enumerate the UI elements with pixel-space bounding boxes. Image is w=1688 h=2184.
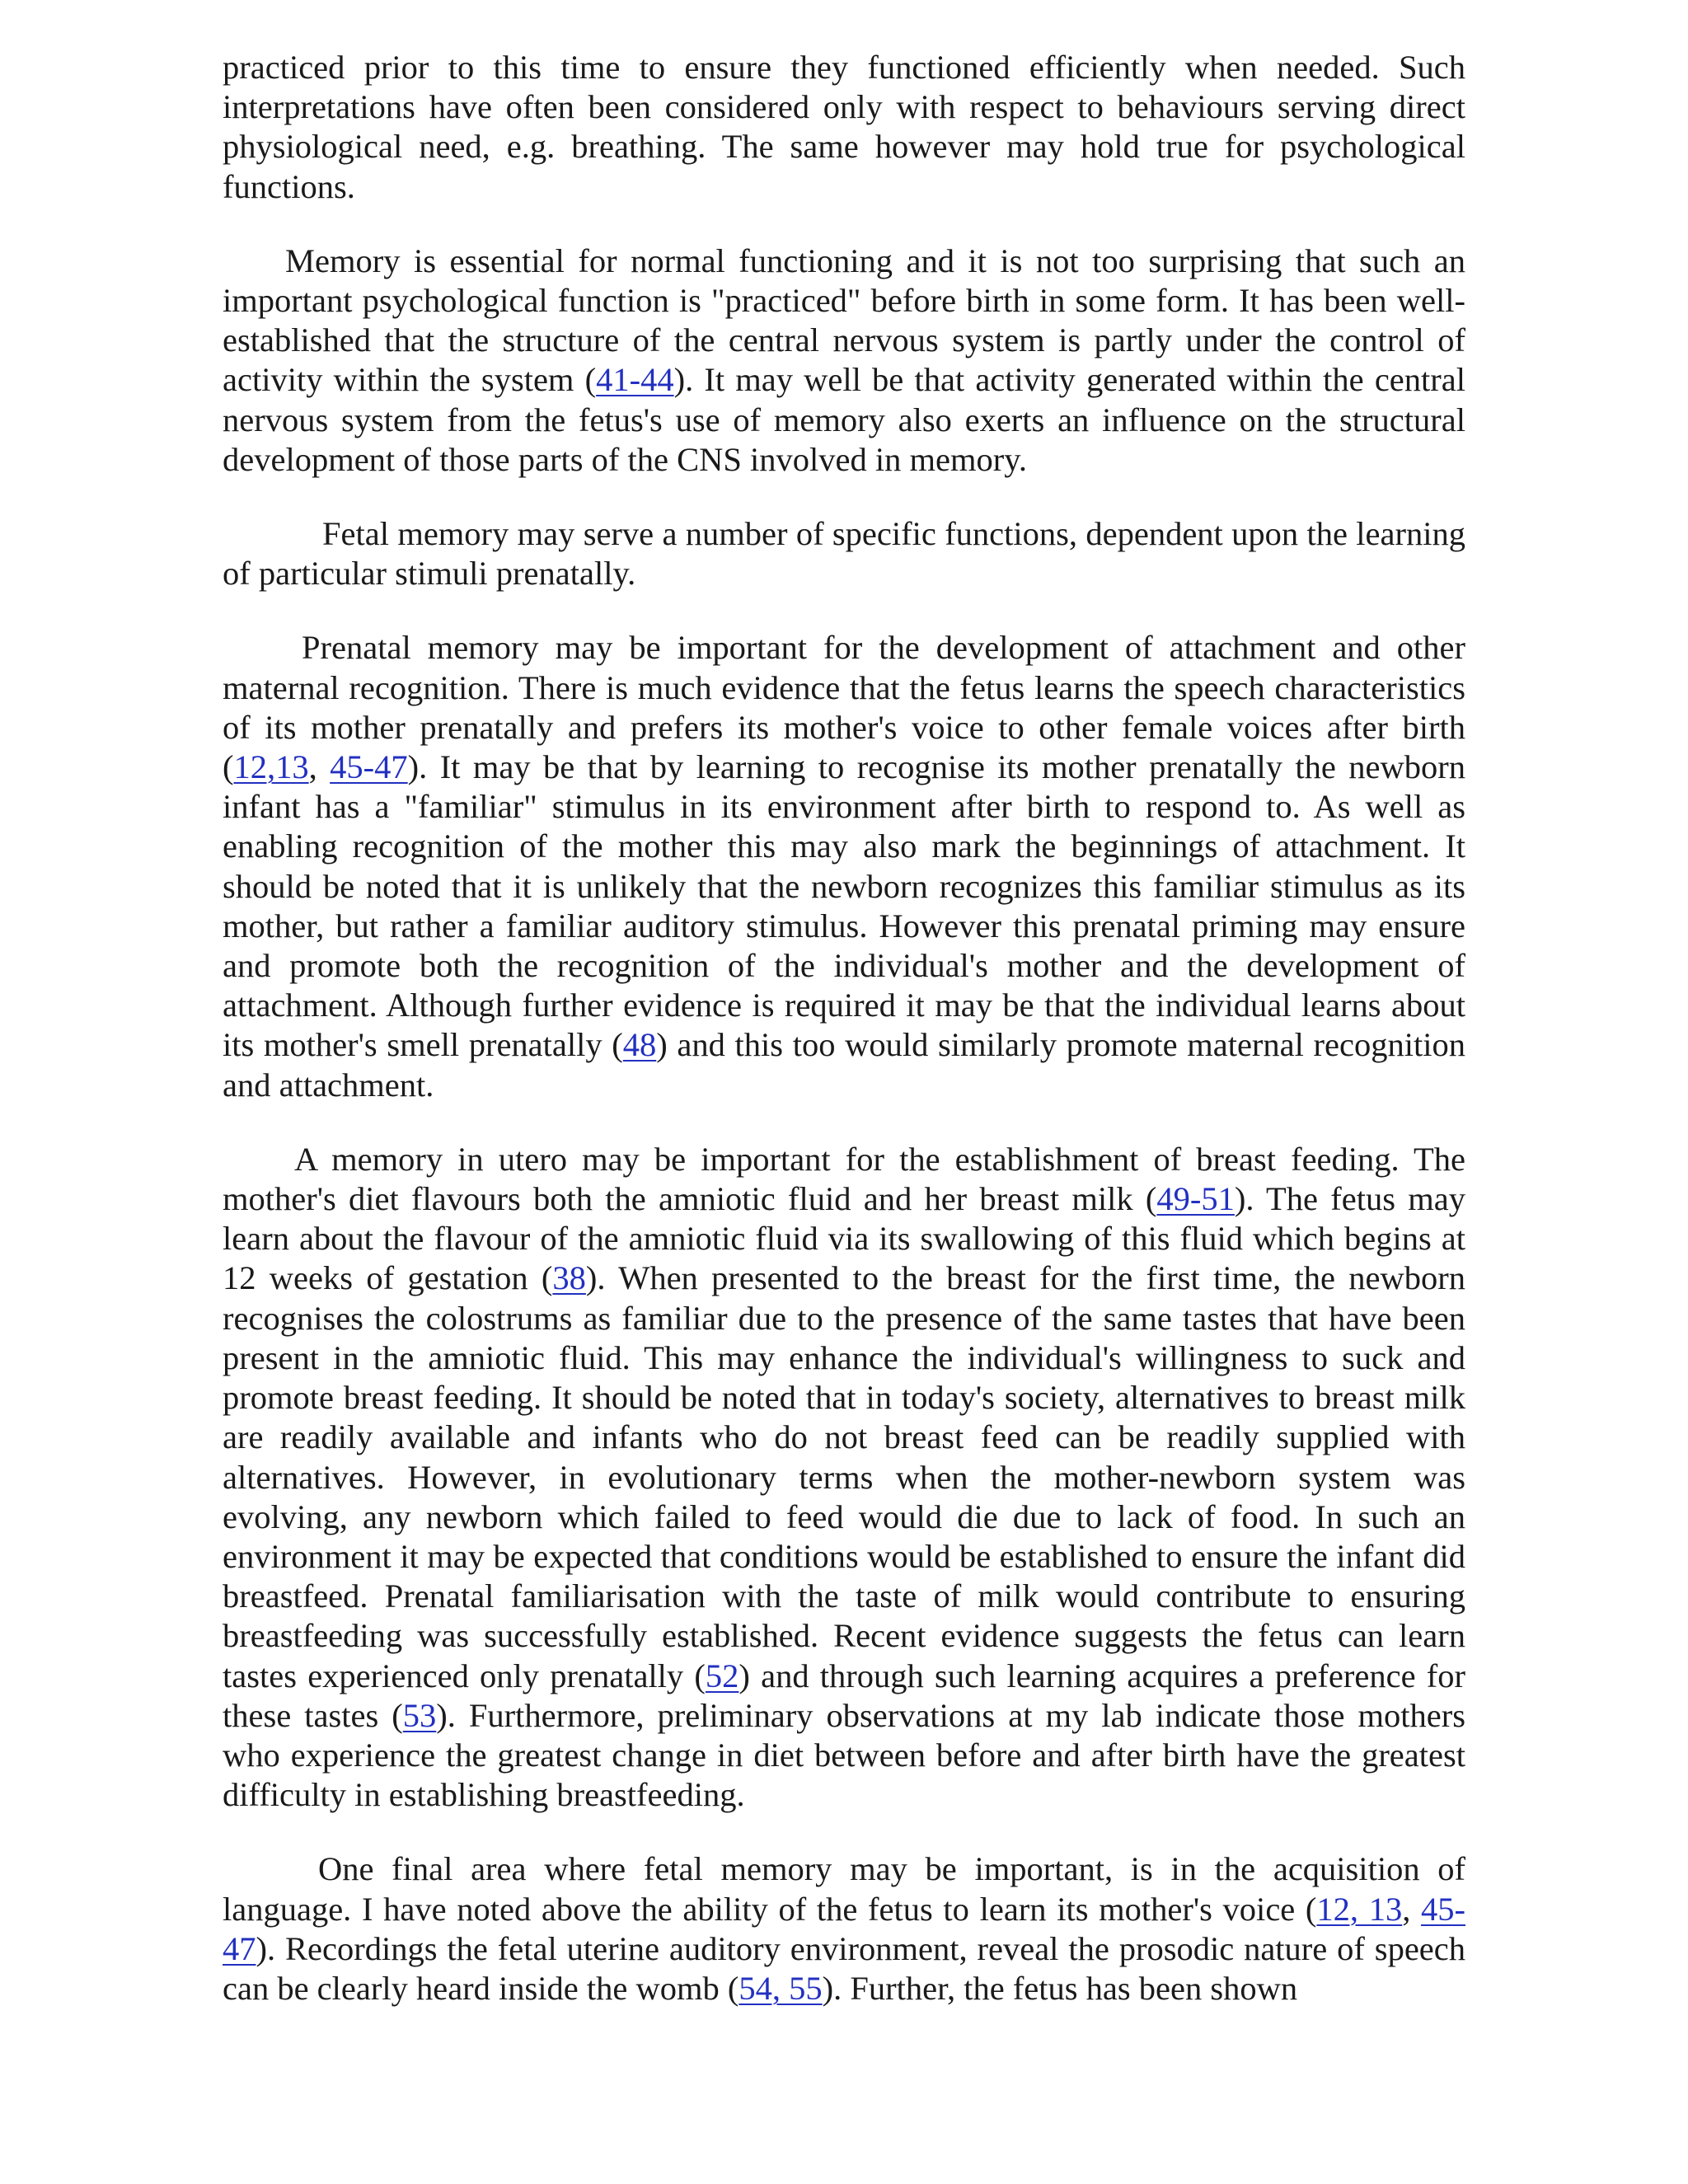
paragraph-text: ) and through such learning acquires a preference for these tastes (	[223, 1657, 1465, 1734]
paragraph-1	[223, 48, 1465, 207]
citation-link-53[interactable]: 53	[402, 1696, 437, 1734]
citation-link-45-47[interactable]: 45-47	[223, 1890, 1466, 1967]
paragraph-text: ,	[308, 748, 331, 786]
citation-link-49-51[interactable]: 49-51	[1156, 1180, 1235, 1218]
paragraph-text: Memory is essential for normal functioning and it is not too surprising that such an important psychological function is "practiced" before birth in some form. It has been well-established that the structure of the central nervous system is partly under the control of activity within the system (	[223, 241, 1465, 399]
citation-link-41-44[interactable]: 41-44	[596, 361, 674, 399]
document-page	[223, 48, 1465, 2043]
citation-link-54-55[interactable]: 54, 55	[738, 1969, 823, 2007]
paragraph-text: ) and this too would similarly promote maternal recognition and attachment.	[223, 1026, 1465, 1104]
paragraph-text: ). The fetus may learn about the flavour of the amniotic fluid via its swallowing of this fluid which begins at 12 weeks of gestation (	[223, 1180, 1465, 1297]
paragraph-text: ). Recordings the fetal uterine auditory environment, reveal the prosodic nature of speech can be clearly heard inside the womb (	[223, 1929, 1465, 2007]
citation-link-12-13[interactable]: 12,13	[233, 748, 309, 786]
paragraph-4	[223, 628, 1465, 1104]
paragraph-text: ). Furthermore, preliminary observations at my lab indicate those mothers who experience the greatest change in diet between before and after birth have the greatest difficulty in establishing breastfeeding.	[223, 1696, 1465, 1814]
paragraph-text: ,	[1402, 1890, 1422, 1928]
paragraph-text: ). When presented to the breast for the first time, the newborn recognises the colostrums as familiar due to the presence of the same tastes that have been present in the amniotic fluid. This may enhance the individual's willingness to suck and promote breast feeding. It should be noted that in today's society, alternatives to breast milk are readily available and infants who do not breast feed can be readily supplied with alternatives. However, in evolutionary terms when the mother-newborn system was evolving, any newborn which failed to feed would die due to lack of food. In such an environment it may be expected that conditions would be established to ensure the infant did breastfeed. Prenatal familiarisation with the taste of milk would contribute to ensuring breastfeeding was successfully established. Recent evidence suggests the fetus can learn tastes experienced only prenatally (	[223, 1259, 1465, 1694]
paragraph-2	[223, 241, 1465, 480]
citation-link-48[interactable]: 48	[622, 1026, 657, 1064]
paragraph-6	[223, 1849, 1465, 2008]
citation-link-52[interactable]: 52	[705, 1657, 739, 1694]
paragraph-text: A memory in utero may be important for the establishment of breast feeding. The mother's diet flavours both the amniotic fluid and her breast milk (	[223, 1140, 1465, 1218]
paragraph-text: One final area where fetal memory may be important, is in the acquisition of language. I have noted above the ability of the fetus to learn its mother's voice (	[223, 1850, 1465, 1928]
paragraph-text: ). Further, the fetus has been shown	[822, 1969, 1298, 2007]
paragraph-text: Fetal memory may serve a number of specific functions, dependent upon the learning of particular stimuli prenatally.	[223, 515, 1465, 593]
citation-link-45-47[interactable]: 45-47	[330, 748, 408, 786]
paragraph-3	[223, 514, 1465, 593]
paragraph-text: ). It may be that by learning to recognise its mother prenatally the newborn infant has a "familiar" stimulus in its environment after birth to respond to. As well as enabling recognition of the mother this may also mark the beginnings of attachment. It should be noted that it is unlikely that the newborn recognizes this familiar stimulus as its mother, but rather a familiar auditory stimulus. However this prenatal priming may ensure and promote both the recognition of the individual's mother and the development of attachment. Although further evidence is required it may be that the individual learns about its mother's smell prenatally (	[223, 748, 1466, 1064]
paragraph-text: practiced prior to this time to ensure they functioned efficiently when needed. Such interpretations have often been considered only with respect to behaviours serving direct physiological need, e.g. breathing. The same however may hold true for psychological functions.	[223, 49, 1465, 205]
citation-link-38[interactable]: 38	[552, 1259, 586, 1297]
paragraph-text: Prenatal memory may be important for the development of attachment and other maternal recognition. There is much evidence that the fetus learns the speech characteristics of its mother prenatally and prefers its mother's voice to other female voices after birth (	[223, 629, 1465, 786]
paragraph-5	[223, 1140, 1465, 1815]
paragraph-text: ). It may well be that activity generated within the central nervous system from the fetus's use of memory also exerts an influence on the structural development of those parts of the CNS involved in memory.	[223, 361, 1465, 478]
citation-link-12-13[interactable]: 12, 13	[1316, 1890, 1403, 1928]
